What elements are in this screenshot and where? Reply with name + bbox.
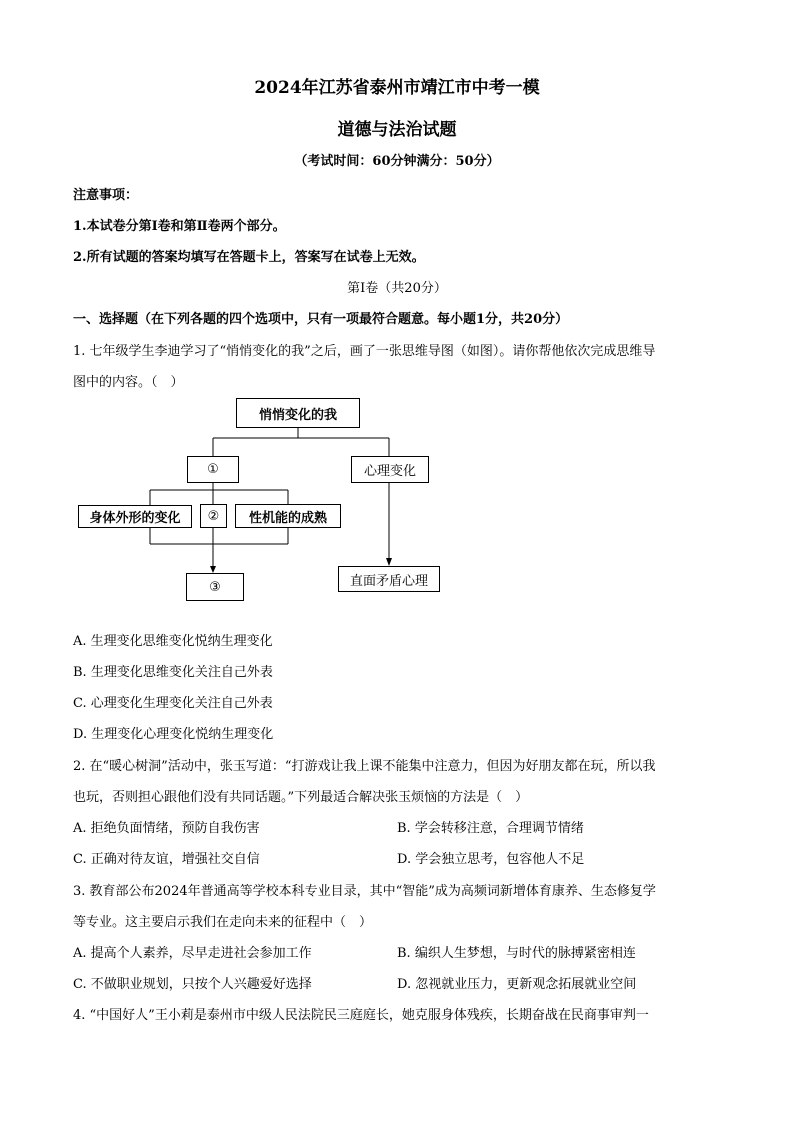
exam-info: （考试时间：60分钟满分：50分）	[294, 154, 500, 169]
q2-option-d[interactable]: D. 学会独立思考，包容他人不足	[397, 852, 585, 867]
q2-option-c[interactable]: C. 正确对待友谊，增强社交自信	[73, 852, 260, 867]
exam-title: 2024年江苏省泰州市靖江市中考一模	[254, 78, 540, 98]
notes-heading: 注意事项：	[73, 188, 139, 203]
node-blank-3: ③	[186, 573, 244, 601]
q1-option-a[interactable]: A. 生理变化思维变化悦纳生理变化	[73, 634, 273, 649]
node-sex-maturity: 性机能的成熟	[235, 504, 341, 528]
note-item-1: 1.本试卷分第Ⅰ卷和第Ⅱ卷两个部分。	[73, 219, 286, 234]
q1-option-c[interactable]: C. 心理变化生理变化关注自己外表	[73, 696, 273, 711]
q3-stem-line1: 3. 教育部公布2024年普通高等学校本科专业目录，其中“智能”成为高频词新增体育康养、生态修复学	[73, 884, 656, 899]
node-psych-change: 心理变化	[351, 456, 429, 483]
exam-subject: 道德与法治试题	[337, 120, 457, 140]
q2-stem-line2: 也玩，否则担心跟他们没有共同话题。”下列最适合解决张玉烦恼的方法是（ ）	[73, 790, 529, 805]
q2-stem-line1: 2. 在“暖心树洞”活动中，张玉写道：“打游戏让我上课不能集中注意力，但因为好朋友都在玩，所以我	[73, 759, 656, 774]
section-heading: 一、选择题（在下列各题的四个选项中，只有一项最符合题意。每小题1分，共20分）	[73, 312, 569, 327]
q2-option-a[interactable]: A. 拒绝负面情绪，预防自我伤害	[73, 821, 260, 836]
node-face-conflict: 直面矛盾心理	[338, 566, 440, 592]
q3-option-b[interactable]: B. 编织人生梦想，与时代的脉搏紧密相连	[397, 946, 636, 961]
node-blank-2: ②	[200, 504, 227, 528]
q3-option-d[interactable]: D. 忽视就业压力，更新观念拓展就业空间	[397, 977, 637, 992]
part-title: 第Ⅰ卷（共20分）	[347, 281, 447, 296]
q1-option-d[interactable]: D. 生理变化心理变化悦纳生理变化	[73, 727, 274, 742]
q3-option-c[interactable]: C. 不做职业规划，只按个人兴趣爱好选择	[73, 977, 312, 992]
q1-stem-line2: 图中的内容。（ ）	[73, 375, 184, 390]
q1-stem-line1: 1. 七年级学生李迪学习了“悄悄变化的我”之后，画了一张思维导图（如图）。请你帮他依次完成思维导	[73, 344, 656, 359]
q2-option-b[interactable]: B. 学会转移注意，合理调节情绪	[397, 821, 584, 836]
note-item-2: 2.所有试题的答案均填写在答题卡上，答案写在试卷上无效。	[73, 250, 425, 265]
q1-option-b[interactable]: B. 生理变化思维变化关注自己外表	[73, 665, 273, 680]
q3-stem-line2: 等专业。这主要启示我们在走向未来的征程中（ ）	[73, 915, 373, 930]
node-blank-1: ①	[187, 456, 239, 483]
node-body-change: 身体外形的变化	[78, 505, 192, 528]
q3-option-a[interactable]: A. 提高个人素养，尽早走进社会参加工作	[73, 946, 312, 961]
node-root: 悄悄变化的我	[236, 398, 360, 428]
q4-stem-line1: 4. “中国好人”王小莉是泰州市中级人民法院民三庭庭长，她克服身体残疾，长期奋战在民商事审判一	[73, 1008, 649, 1023]
